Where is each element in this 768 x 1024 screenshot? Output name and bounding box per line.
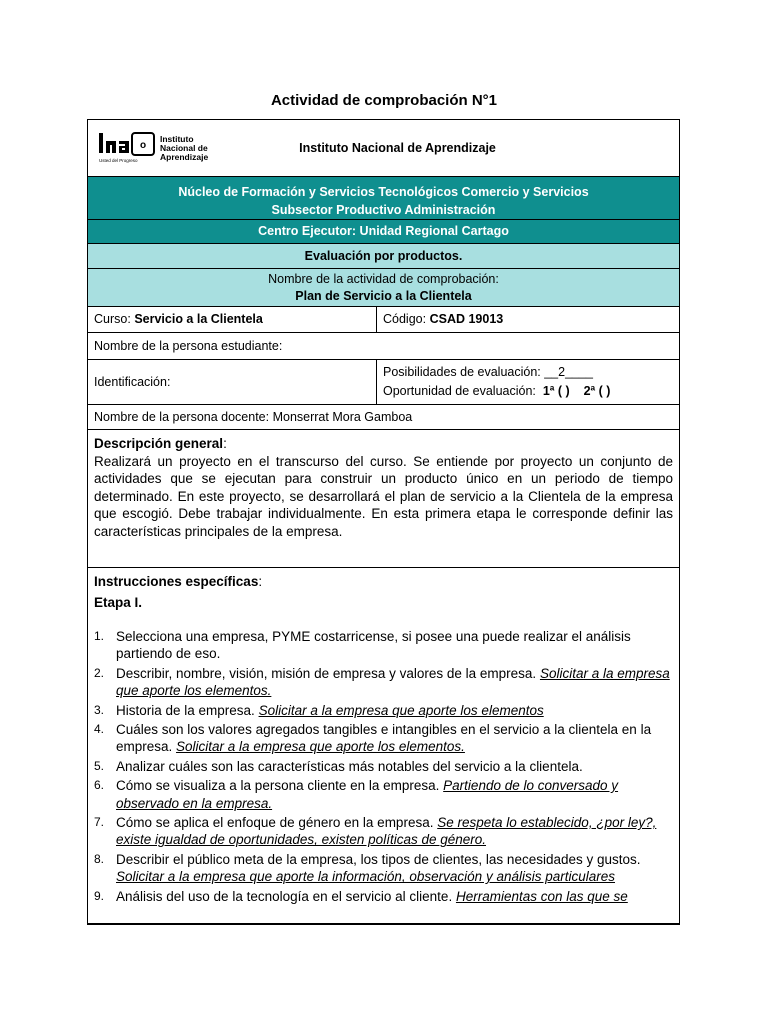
list-item: 2. Describir, nombre, visión, misión de empresa y valores de la empresa. Solicitar a la empresa que aporte los elementos. xyxy=(94,665,670,699)
instrucciones-title: Instrucciones específicas: xyxy=(94,574,263,589)
ina-logo-icon xyxy=(98,131,156,165)
form-table xyxy=(87,119,680,925)
list-item: 9. Análisis del uso de la tecnología en el servicio al cliente. Herramientas con las que se xyxy=(94,888,628,904)
centro-row: Centro Ejecutor: Unidad Regional Cartago xyxy=(88,220,679,244)
actividad-name: Plan de Servicio a la Clientela xyxy=(295,289,472,303)
nucleo-row xyxy=(88,177,679,220)
logo-subtitle: Usted del Progreso xyxy=(99,158,138,163)
docente-row: Nombre de la persona docente: Monserrat Mora Gamboa xyxy=(88,405,679,430)
descripcion-text: Realizará un proyecto en el transcurso del curso. Se entiende por proyecto un conjunto de actividades que se ejecutan para construir un producto único en un periodo de tiempo determinado. En este proyecto, se desarrollará el plan de servicio a la Clientela de la empresa que escogió. Debe trabajar individualmente. En esta primera etapa le corresponde definir las características principales de la empresa. xyxy=(94,454,673,539)
descripcion-title: Descripción general: xyxy=(94,436,227,451)
curso-cell: Curso: Servicio a la Clientela xyxy=(88,307,377,332)
svg-text:o: o xyxy=(140,140,147,151)
instructions-list xyxy=(94,628,673,905)
curso-value: Servicio a la Clientela xyxy=(134,312,263,326)
institute-name: Instituto Nacional de Aprendizaje xyxy=(299,141,496,155)
codigo-value: CSAD 19013 xyxy=(429,312,504,326)
etapa-label: Etapa I. xyxy=(94,595,143,610)
list-item: 3. Historia de la empresa. Solicitar a la empresa que aporte los elementos xyxy=(94,702,544,718)
identificacion-row xyxy=(88,360,679,405)
ina-logo xyxy=(98,130,216,166)
list-item: 5. Analizar cuáles son las características más notables del servicio a la clientela. xyxy=(94,758,583,774)
page-title: Actividad de comprobación N°1 xyxy=(270,92,498,109)
list-item: 7. Cómo se aplica el enfoque de género en la empresa. Se respeta lo establecido, ¿por ley?, existe igualdad de oportunidades, existen políticas de género. xyxy=(94,815,657,848)
estudiante-row: Nombre de la persona estudiante: xyxy=(88,333,679,360)
descripcion-section xyxy=(88,430,679,568)
evaluacion-options xyxy=(377,360,679,404)
nucleo-line2: Subsector Productivo Administración xyxy=(271,203,496,217)
oportunidad-first: 1ª ( ) xyxy=(542,384,570,398)
oportunidad: Oportunidad de evaluación: 1ª ( ) 2ª ( ) xyxy=(383,384,611,398)
identificacion-label: Identificación: xyxy=(88,360,377,404)
list-item: 6. Cómo se visualiza a la persona cliente en la empresa. Partiendo de lo conversado y observado en la empresa. xyxy=(94,778,619,811)
evaluacion-row: Evaluación por productos. xyxy=(88,244,679,269)
instrucciones-section xyxy=(88,568,679,905)
list-item: 1. Selecciona una empresa, PYME costarricense, si posee una puede realizar el análisis partiendo de eso. xyxy=(94,629,631,662)
codigo-cell: Código: CSAD 19013 xyxy=(383,312,504,326)
list-item: 8. Describir el público meta de la empresa, los tipos de clientes, las necesidades y gustos. Solicitar a la empresa que aporte la información, observación y análisis particulares xyxy=(94,851,641,885)
oportunidad-second: 2ª ( ) xyxy=(583,384,611,398)
header-row xyxy=(88,120,679,177)
list-item: 4. Cuáles son los valores agregados tangibles e intangibles en el servicio a la clientela en la empresa. Solicitar a la empresa que aporte los elementos. xyxy=(94,722,652,755)
posibilidades: Posibilidades de evaluación: __2____ xyxy=(383,365,593,379)
logo-text: Instituto Nacional de Aprendizaje xyxy=(160,133,209,162)
actividad-row xyxy=(88,269,679,307)
actividad-label: Nombre de la actividad de comprobación: xyxy=(268,272,499,286)
curso-row xyxy=(88,307,679,333)
nucleo-line1: Núcleo de Formación y Servicios Tecnológicos Comercio y Servicios xyxy=(178,185,589,199)
